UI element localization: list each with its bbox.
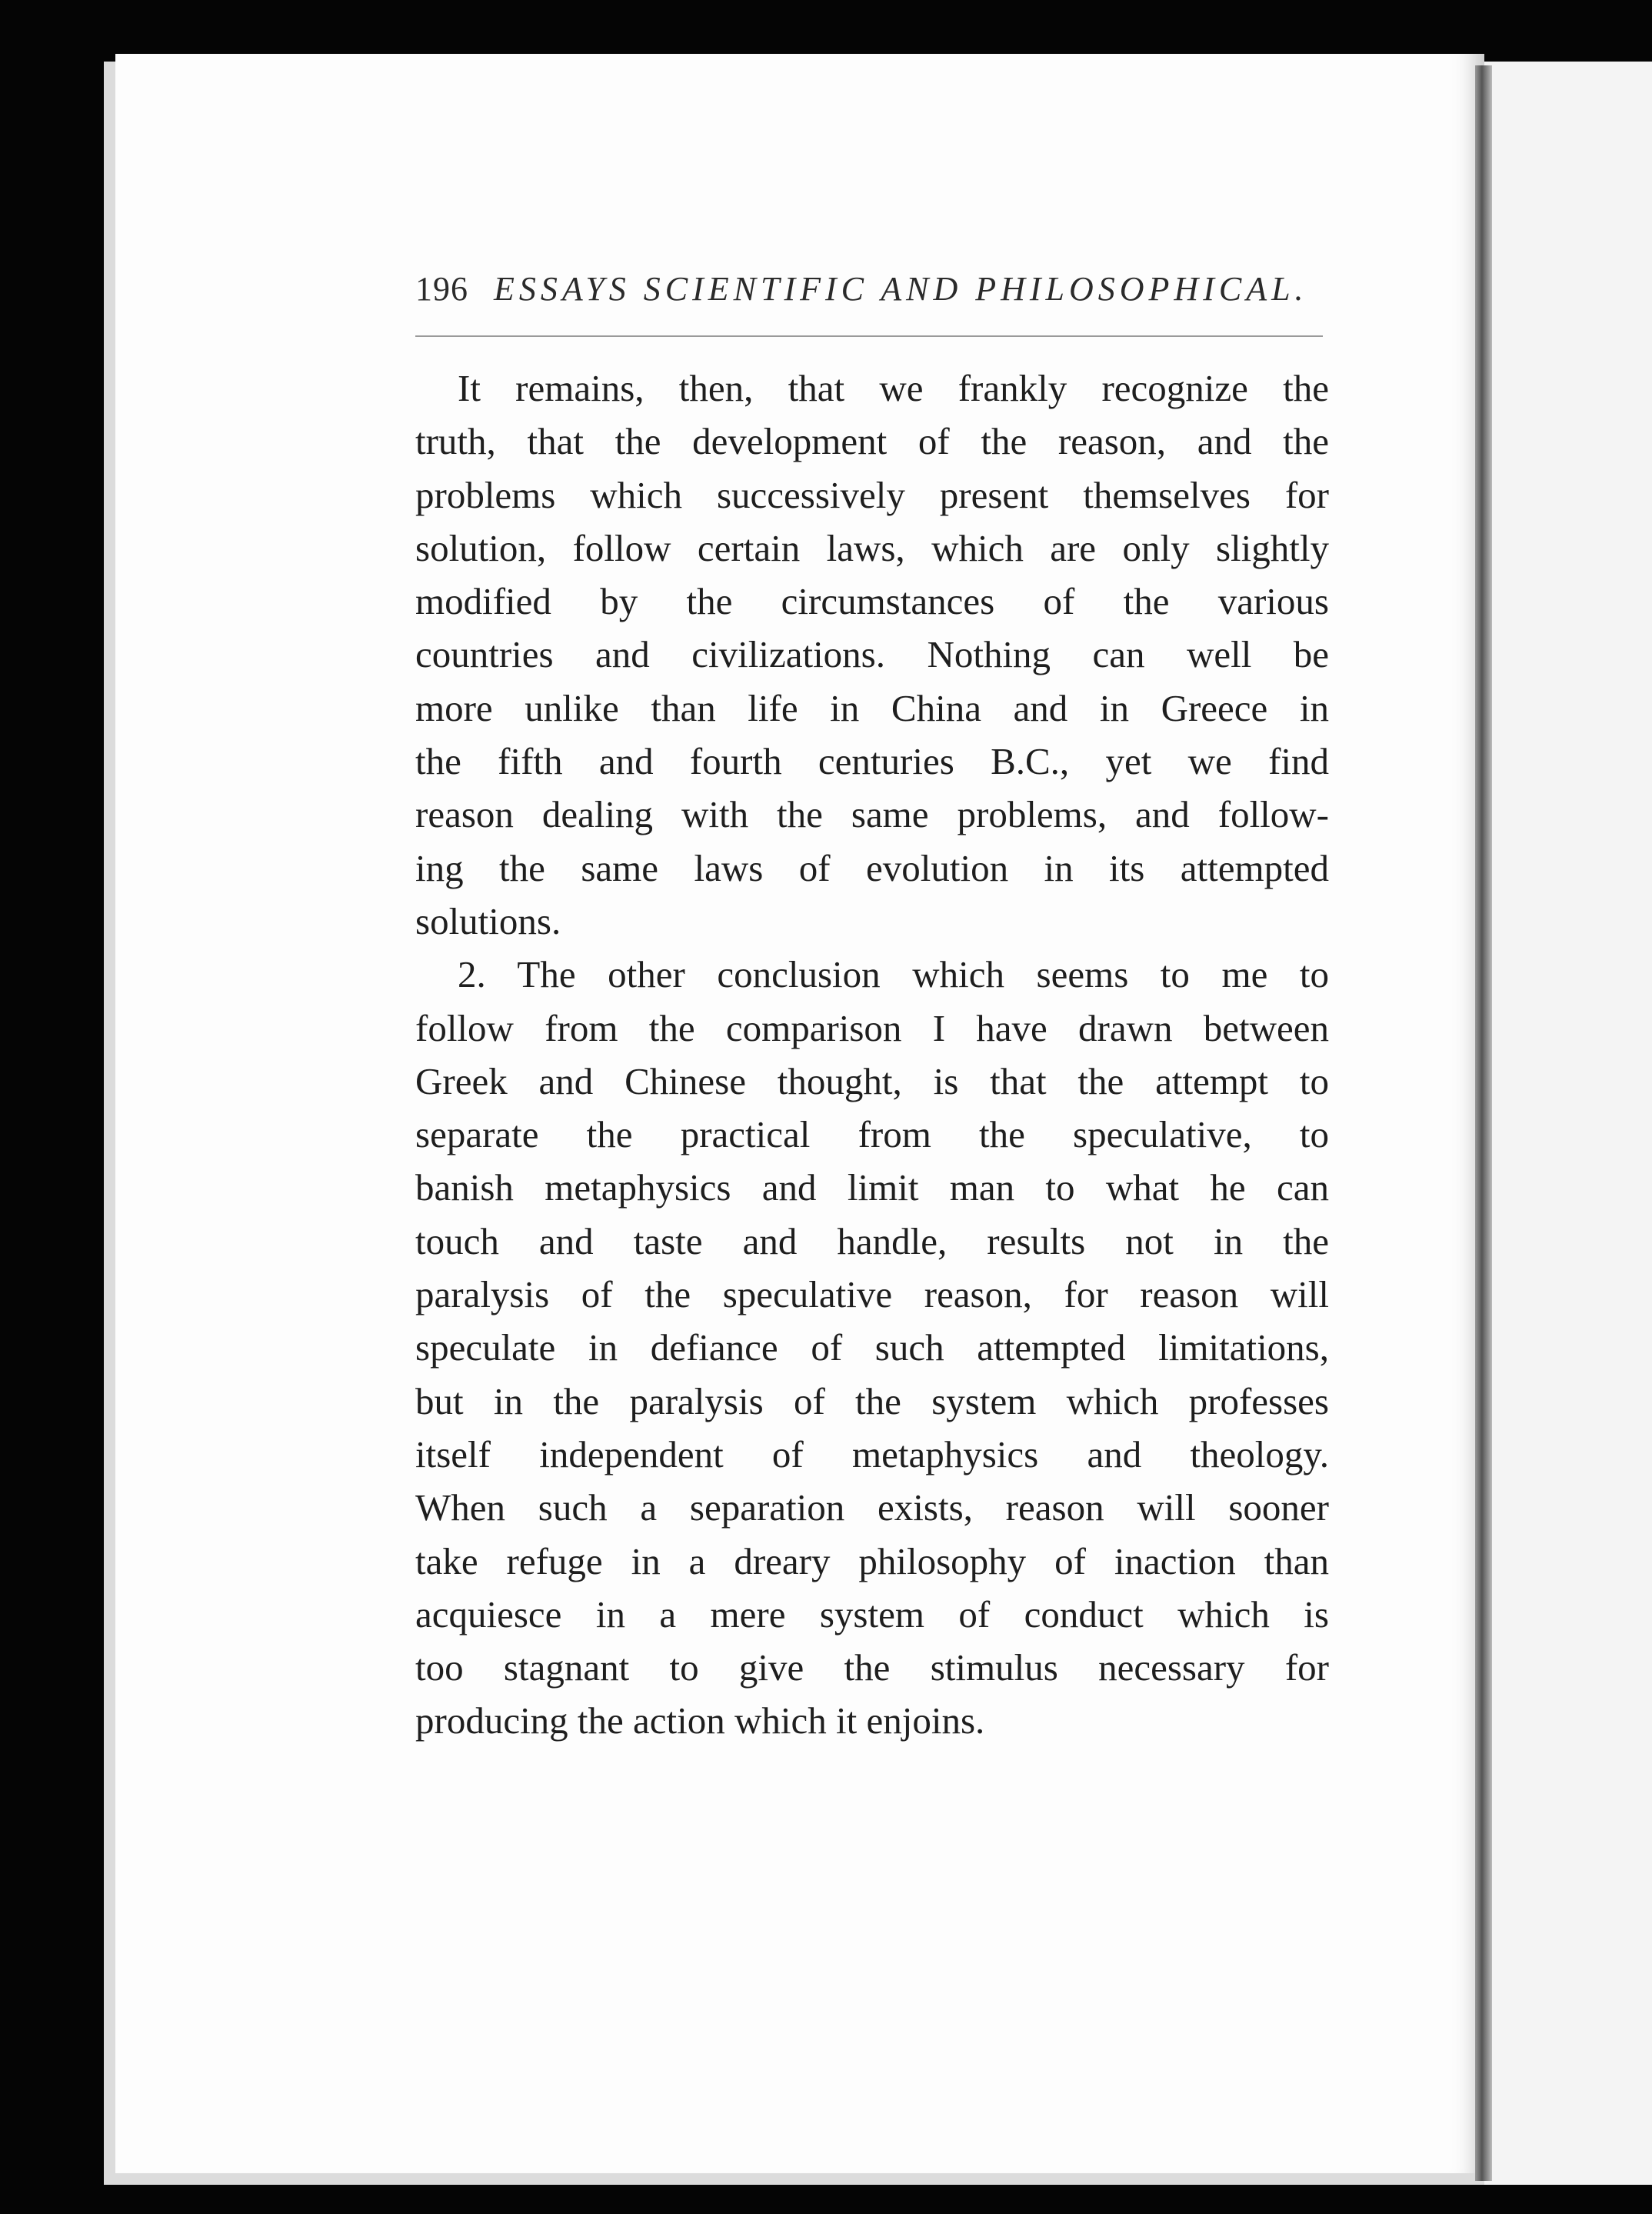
text-line: ing the same laws of evolution in its attempted	[415, 846, 1329, 889]
running-title: ESSAYS SCIENTIFIC AND PHILOSOPHICAL.	[494, 270, 1308, 308]
text-line: solutions.	[415, 899, 561, 942]
text-line: truth, that the development of the reason, and the	[415, 420, 1329, 463]
text-line: take refuge in a dreary philosophy of inaction than	[415, 1539, 1329, 1582]
text-line: acquiesce in a mere system of conduct which is	[415, 1592, 1329, 1635]
text-line: speculate in defiance of such attempted limitations,	[415, 1326, 1329, 1369]
text-line: It remains, then, that we frankly recognize the	[458, 367, 1329, 409]
text-line: too stagnant to give the stimulus necessary for	[415, 1646, 1329, 1689]
text-line: separate the practical from the speculative, to	[415, 1113, 1329, 1156]
text-line: reason dealing with the same problems, and follow-	[415, 793, 1329, 836]
text-line: solution, follow certain laws, which are only slightly	[415, 526, 1329, 569]
text-line: 2. The other conclusion which seems to me to	[458, 953, 1329, 996]
body-text	[415, 362, 1329, 1748]
text-line: banish metaphysics and limit man to what he can	[415, 1166, 1329, 1209]
facing-page-edge	[1484, 62, 1652, 2185]
text-line: the fifth and fourth centuries B.C., yet we find	[415, 740, 1329, 783]
text-line: paralysis of the speculative reason, for reason will	[415, 1273, 1329, 1316]
text-line: follow from the comparison I have drawn between	[415, 1006, 1329, 1049]
text-line: touch and taste and handle, results not in the	[415, 1219, 1329, 1262]
text-line: When such a separation exists, reason will sooner	[415, 1486, 1329, 1529]
running-head	[415, 269, 1323, 315]
text-line: but in the paralysis of the system which professes	[415, 1379, 1329, 1422]
text-line: producing the action which it enjoins.	[415, 1699, 985, 1742]
text-line: problems which successively present themselves for	[415, 473, 1329, 516]
page-number: 196	[415, 270, 468, 308]
text-line: Greek and Chinese thought, is that the attempt to	[415, 1059, 1329, 1102]
text-line: more unlike than life in China and in Greece in	[415, 686, 1329, 729]
header-rule	[415, 335, 1323, 337]
text-line: countries and civilizations. Nothing can well be	[415, 633, 1329, 676]
text-line: modified by the circumstances of the various	[415, 580, 1329, 623]
page-gutter-edge	[1475, 65, 1492, 2181]
text-line: itself independent of metaphysics and theology.	[415, 1432, 1329, 1475]
